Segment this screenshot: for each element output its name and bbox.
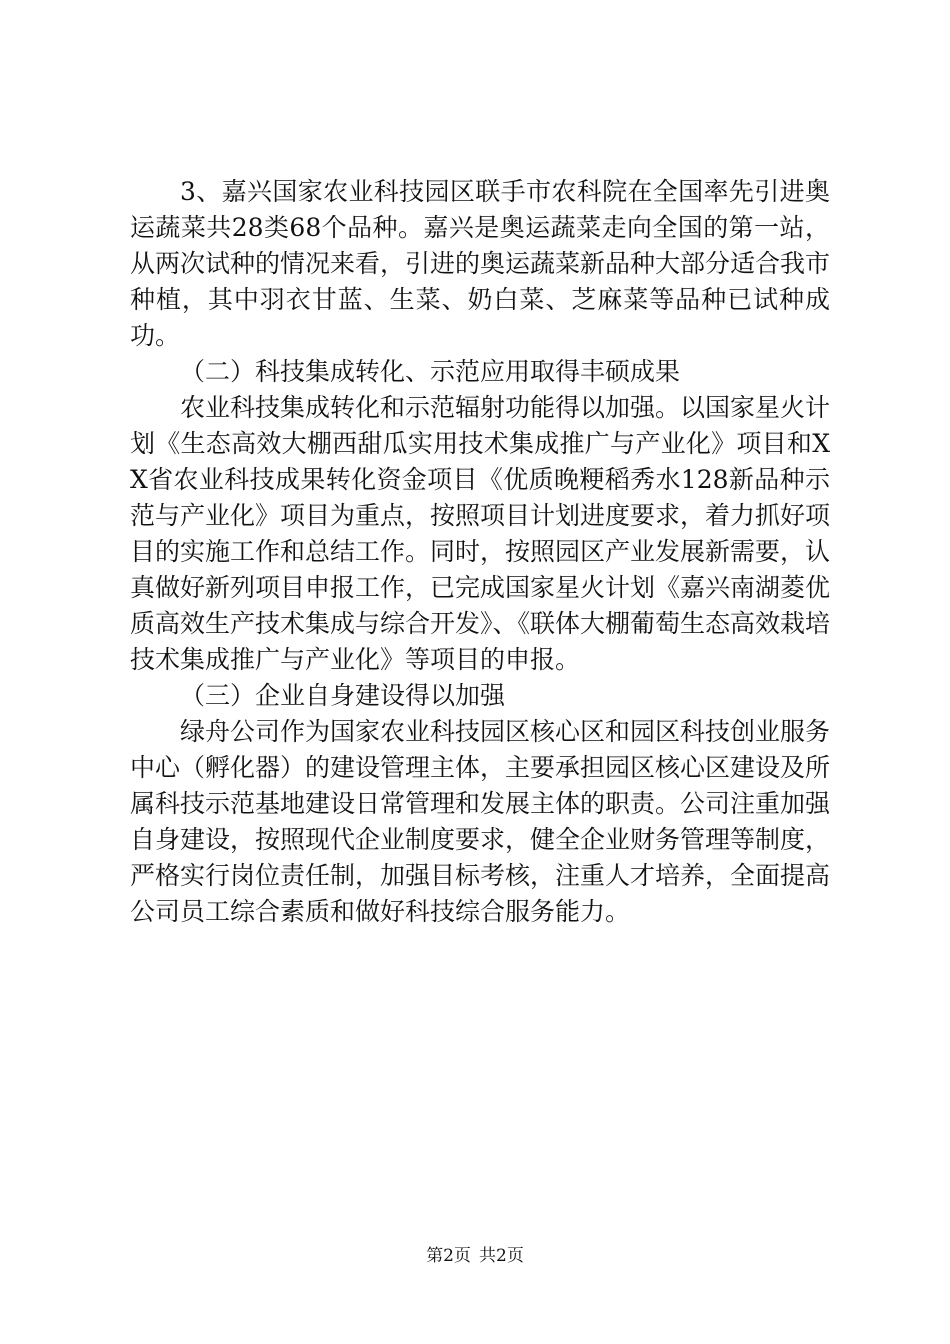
document-body <box>130 174 830 930</box>
page-number: 第2页 <box>426 1246 471 1266</box>
paragraph-tech-integration: 农业科技集成转化和示范辐射功能得以加强。以国家星火计划《生态高效大棚西甜瓜实用技术集成推广与产业化》项目和XX省农业科技成果转化资金项目《优质晚粳稻秀水128新品种示范与产业化》项目为重点，按照项目计划进度要求，着力抓好项目的实施工作和总结工作。同时，按照园区产业发展新需要，认真做好新列项目申报工作，已完成国家星火计划《嘉兴南湖菱优质高效生产技术集成与综合开发》、《联体大棚葡萄生态高效栽培技术集成推广与产业化》等项目的申报。 <box>130 393 831 674</box>
paragraph-enterprise-building: 绿舟公司作为国家农业科技园区核心区和园区科技创业服务中心（孵化器）的建设管理主体，主要承担园区核心区建设及所属科技示范基地建设日常管理和发展主体的职责。公司注重加强自身建设，按照现代企业制度要求，健全企业财务管理等制度，严格实行岗位责任制，加强目标考核，注重人才培养，全面提高公司员工综合素质和做好科技综合服务能力。 <box>130 717 831 926</box>
paragraph-olympic-vegetables: 3、嘉兴国家农业科技园区联手市农科院在全国率先引进奥运蔬菜共28类68个品种。嘉兴是奥运蔬菜走向全国的第一站，从两次试种的情况来看，引进的奥运蔬菜新品种大部分适合我市种植，其中羽衣甘蓝、生菜、奶白菜、芝麻菜等品种已试种成功。 <box>130 177 831 350</box>
section-heading-2: （二）科技集成转化、示范应用取得丰硕成果 <box>180 357 681 386</box>
section-heading-3: （三）企业自身建设得以加强 <box>180 681 506 710</box>
page-total: 共2页 <box>479 1246 524 1266</box>
page-footer <box>0 1245 950 1267</box>
